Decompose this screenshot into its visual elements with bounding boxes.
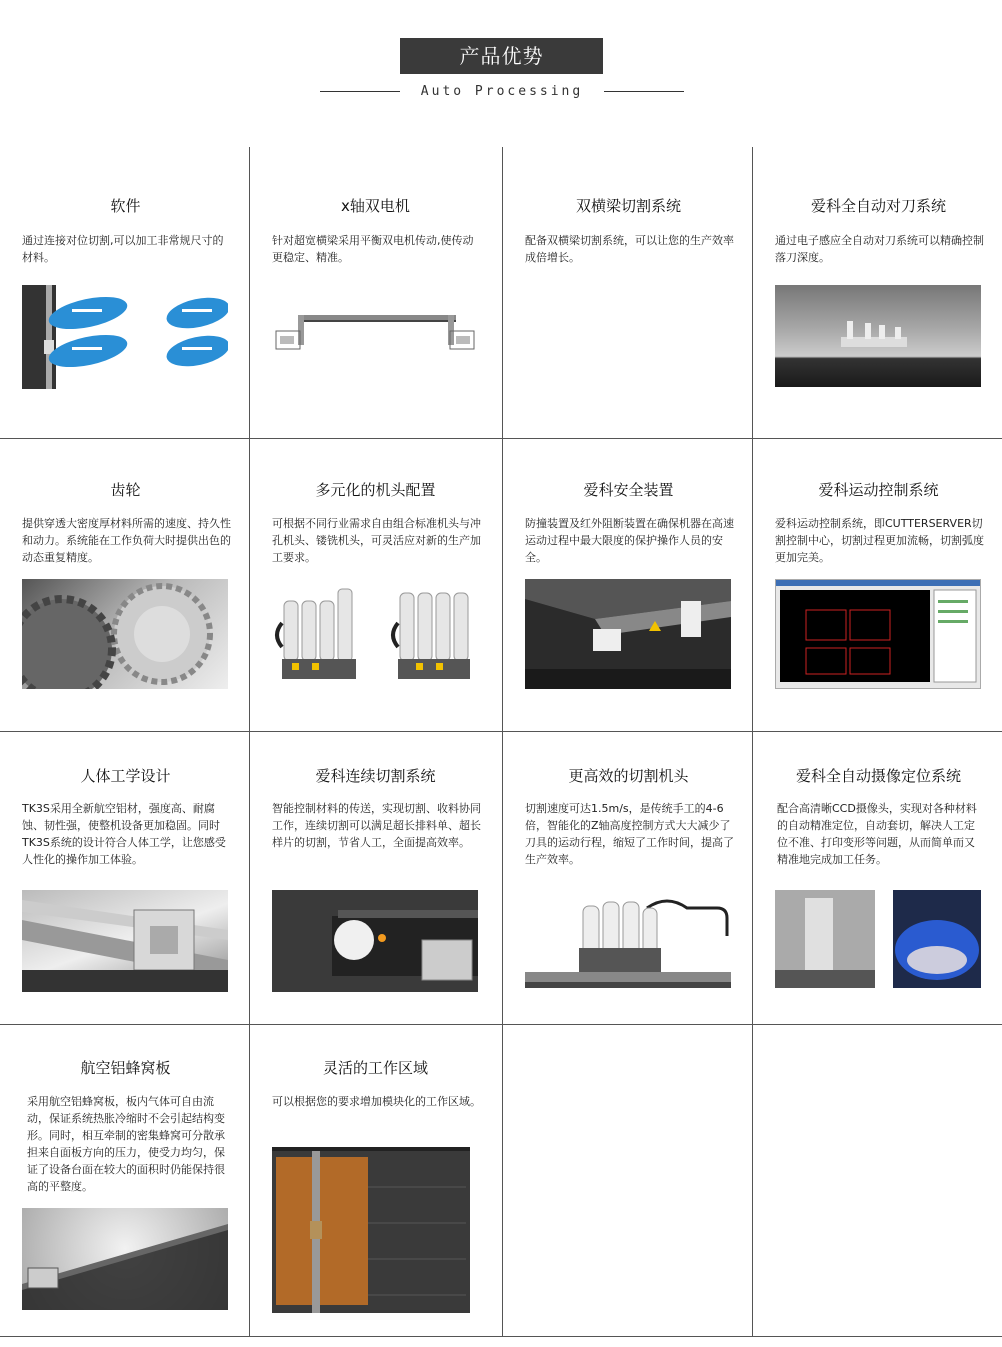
feature-description: 可以根据您的要求增加模块化的工作区域。	[272, 1095, 481, 1108]
feature-description: 采用航空铝蜂窝板，板内气体可自由流动，保证系统热胀冷缩时不会引起结构变形。同时，相互牵制的密集蜂窝可分散承担来自面板方向的压力，使受力均匀，保证了设备台面在较大的面积时仍能保持很高的平整度。	[27, 1095, 225, 1193]
subtitle-row	[320, 82, 684, 102]
divider-left	[320, 91, 400, 92]
feature-title: 爱科连续切割系统	[315, 767, 436, 785]
divider-right	[604, 91, 684, 92]
software-cut-image	[22, 285, 228, 389]
ccd-camera-image	[775, 890, 981, 988]
feature-title: 爱科全自动摄像定位系统	[795, 767, 961, 785]
feature-cell	[0, 1025, 251, 1336]
honeycomb-panel-image	[22, 1208, 228, 1310]
feature-title: 航空铝蜂窝板	[80, 1059, 171, 1077]
feature-cell	[753, 439, 1002, 731]
feature-description: 通过电子感应全自动对刀系统可以精确控制落刀深度。	[775, 234, 984, 264]
feature-description: 爱科运动控制系统，即CUTTERSERVER切割控制中心，切割过程更加流畅，切割弧度更加完美。	[775, 517, 984, 564]
feature-description: TK3S采用全新航空铝材，强度高、耐腐蚀、韧性强，使整机设备更加稳固。同时TK3S系统的设计符合人体工学，让您感受人性化的操作加工体验。	[22, 802, 226, 866]
feature-title: 人体工学设计	[80, 767, 171, 785]
feature-title: 多元化的机头配置	[315, 481, 436, 499]
feature-title: 爱科全自动对刀系统	[810, 197, 946, 215]
feature-description: 配合高清晰CCD摄像头，实现对各种材料的自动精准定位，自动套切，解决人工定位不准、打印变形等问题，从而简单而又精准地完成加工任务。	[777, 802, 977, 866]
feature-cell	[753, 732, 1002, 1024]
feature-description: 可根据不同行业需求自由组合标准机头与冲孔机头、镂铣机头，可灵活应对新的生产加工要求。	[272, 517, 481, 564]
feature-cell	[503, 147, 754, 438]
feature-cell	[250, 732, 501, 1024]
feature-cell	[0, 147, 251, 438]
feature-title: x轴双电机	[341, 197, 410, 215]
dual-motor-image	[272, 307, 478, 357]
feature-description: 配备双横梁切割系统，可以让您的生产效率成倍增长。	[525, 234, 734, 264]
feature-cell	[0, 439, 251, 731]
feature-title: 软件	[110, 197, 141, 215]
safety-device-image	[525, 579, 731, 689]
feature-description: 防撞装置及红外阻断装置在确保机器在高速运动过程中最大限度的保护操作人员的安全。	[525, 517, 734, 564]
feature-title: 爱科安全装置	[583, 481, 674, 499]
tool-heads-image	[272, 579, 478, 689]
feature-cell	[250, 439, 501, 731]
feature-cell	[0, 732, 251, 1024]
grid-divider	[0, 1336, 1002, 1337]
section-subtitle: Auto Processing	[420, 84, 584, 99]
gear-image	[22, 579, 228, 689]
work-area-image	[272, 1147, 470, 1313]
auto-tool-setting-image	[775, 285, 981, 387]
feature-cell	[503, 732, 754, 1024]
feature-title: 齿轮	[110, 481, 141, 499]
feature-title: 爱科运动控制系统	[818, 481, 939, 499]
section-title: 产品优势	[400, 38, 603, 74]
feature-description: 针对超宽横梁采用平衡双电机传动,使传动更稳定、精准。	[272, 234, 474, 264]
conveyor-image	[272, 890, 478, 992]
aluminum-profile-image	[22, 890, 228, 992]
feature-description: 智能控制材料的传送，实现切割、收料协同工作，连续切割可以满足超长排料单、超长样片的切割，节省人工，全面提高效率。	[272, 802, 481, 849]
feature-title: 更高效的切割机头	[568, 767, 689, 785]
feature-description: 切割速度可达1.5m/s，是传统手工的4-6倍，智能化的Z轴高度控制方式大大减少了刀具的运动行程，缩短了工作时间，提高了生产效率。	[525, 802, 734, 866]
cutting-head-image	[525, 888, 731, 992]
feature-title: 灵活的工作区域	[322, 1059, 428, 1077]
feature-cell	[250, 147, 501, 438]
control-software-image	[775, 579, 981, 689]
features-grid	[0, 147, 1002, 1337]
feature-cell	[250, 1025, 501, 1336]
feature-description: 通过连接对位切割,可以加工非常规尺寸的材料。	[22, 234, 224, 264]
feature-cell	[503, 439, 754, 731]
feature-title: 双横梁切割系统	[575, 197, 681, 215]
feature-cell	[753, 147, 1002, 438]
feature-description: 提供穿透大密度厚材料所需的速度、持久性和动力。系统能在工作负荷大时提供出色的动态重复精度。	[22, 517, 231, 564]
